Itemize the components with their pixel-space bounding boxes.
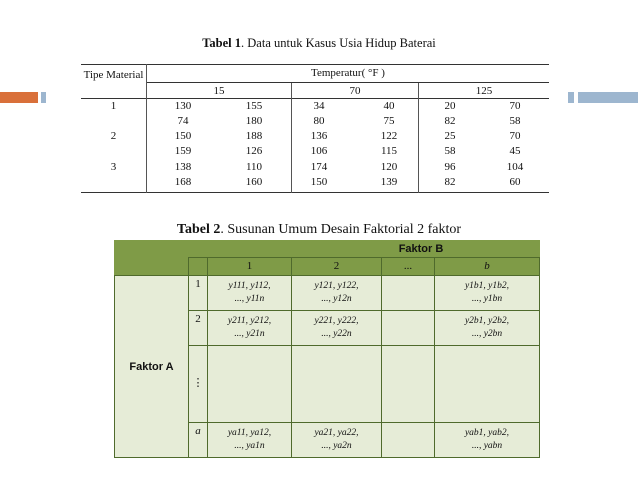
table1-cell: 115 bbox=[380, 145, 398, 157]
table1-cell: 70 bbox=[509, 130, 521, 142]
cell-r2-c2: y221, y222, ..., y22n bbox=[314, 316, 359, 339]
table1-cell: 159 bbox=[174, 145, 192, 157]
table1-cell: 110 bbox=[245, 161, 263, 173]
table1-bottom-rule bbox=[81, 192, 549, 193]
cell-ra-c1: ya11, ya12, ..., ya1n bbox=[227, 428, 272, 451]
table1-temp-125: 125 bbox=[475, 85, 493, 97]
table1-cell: 70 bbox=[509, 100, 521, 112]
factor-a-level-2: 2 bbox=[195, 313, 201, 325]
accent-bar-orange bbox=[0, 92, 38, 103]
table1-cell: 45 bbox=[509, 145, 521, 157]
table1-cell: 104 bbox=[506, 161, 524, 173]
table1-cell: 180 bbox=[245, 115, 263, 127]
cell-ra-cb: yab1, yab2, ..., yabn bbox=[464, 428, 510, 451]
table1-cell: 25 bbox=[444, 130, 456, 142]
table1-cell: 126 bbox=[245, 145, 263, 157]
table1-cell: 120 bbox=[380, 161, 398, 173]
cell-r2-cb: y2b1, y2b2, ..., y2bn bbox=[464, 316, 510, 339]
cell-r1-c1: y111, y112, ..., y11n bbox=[228, 281, 271, 304]
table1-cell: 58 bbox=[509, 115, 521, 127]
factor-b-level-1: 1 bbox=[246, 260, 253, 272]
table1-cell: 80 bbox=[313, 115, 325, 127]
table1-cell: 136 bbox=[310, 130, 328, 142]
table1-cell: 155 bbox=[245, 100, 263, 112]
table1-cell: 20 bbox=[444, 100, 456, 112]
table1-cell: 150 bbox=[174, 130, 192, 142]
accent-bar-blue-left bbox=[41, 92, 46, 103]
table1-header-rule bbox=[81, 98, 549, 99]
table1-cell: 139 bbox=[380, 176, 398, 188]
table1-cell: 40 bbox=[383, 100, 395, 112]
table1-cell: 130 bbox=[174, 100, 192, 112]
factor-a-label: Faktor A bbox=[129, 361, 174, 373]
table1-header-material: Tipe Material bbox=[83, 69, 144, 81]
table1-temp-70: 70 bbox=[349, 85, 361, 97]
table1-cell: 82 bbox=[444, 176, 456, 188]
table1-temp-15: 15 bbox=[213, 85, 225, 97]
cell-r1-c2: y121, y122, ..., y12n bbox=[314, 281, 359, 304]
cell-r2-c1: y211, y212, ..., y21n bbox=[227, 316, 272, 339]
table1-caption: Tabel 1. Data untuk Kasus Usia Hidup Baterai bbox=[202, 36, 436, 50]
table1-cell: 150 bbox=[310, 176, 328, 188]
accent-bar-blue-right bbox=[578, 92, 638, 103]
table1-material-1: 1 bbox=[110, 100, 117, 112]
table1-cell: 82 bbox=[444, 115, 456, 127]
table1-cell: 174 bbox=[310, 161, 328, 173]
cell-ra-c2: ya21, ya22, ..., ya2n bbox=[314, 428, 359, 451]
factor-a-level-a: a bbox=[195, 425, 201, 437]
table1-cell: 74 bbox=[177, 115, 189, 127]
factor-a-level-dots: ⋮ bbox=[192, 377, 204, 389]
table2-caption: Tabel 2. Susunan Umum Desain Faktorial 2 faktor bbox=[176, 222, 462, 237]
table1-cell: 160 bbox=[245, 176, 263, 188]
table1-cell: 138 bbox=[174, 161, 192, 173]
table1-material-2: 2 bbox=[110, 130, 117, 142]
cell-r1-cb: y1b1, y1b2, ..., y1bn bbox=[464, 281, 510, 304]
table2 bbox=[114, 240, 540, 458]
factor-b-level-dots: ... bbox=[403, 260, 413, 272]
table1-cell: 188 bbox=[245, 130, 263, 142]
table1-header-temperature: Temperatur( °F ) bbox=[311, 67, 385, 79]
table1-cell: 106 bbox=[310, 145, 328, 157]
table1-material-3: 3 bbox=[110, 161, 117, 173]
table1 bbox=[81, 64, 549, 194]
table1-cell: 75 bbox=[383, 115, 395, 127]
factor-b-label: Faktor B bbox=[398, 243, 444, 255]
table1-cell: 58 bbox=[444, 145, 456, 157]
table1-top-rule bbox=[81, 64, 549, 65]
table1-cell: 60 bbox=[509, 176, 521, 188]
table1-cell: 168 bbox=[174, 176, 192, 188]
accent-bar-blue-right-small bbox=[568, 92, 574, 103]
table1-cell: 34 bbox=[313, 100, 325, 112]
factor-a-level-1: 1 bbox=[195, 278, 201, 290]
table1-cell: 122 bbox=[380, 130, 398, 142]
factor-b-level-2: 2 bbox=[333, 260, 340, 272]
factor-b-level-b: b bbox=[484, 260, 490, 272]
table1-cell: 96 bbox=[444, 161, 456, 173]
